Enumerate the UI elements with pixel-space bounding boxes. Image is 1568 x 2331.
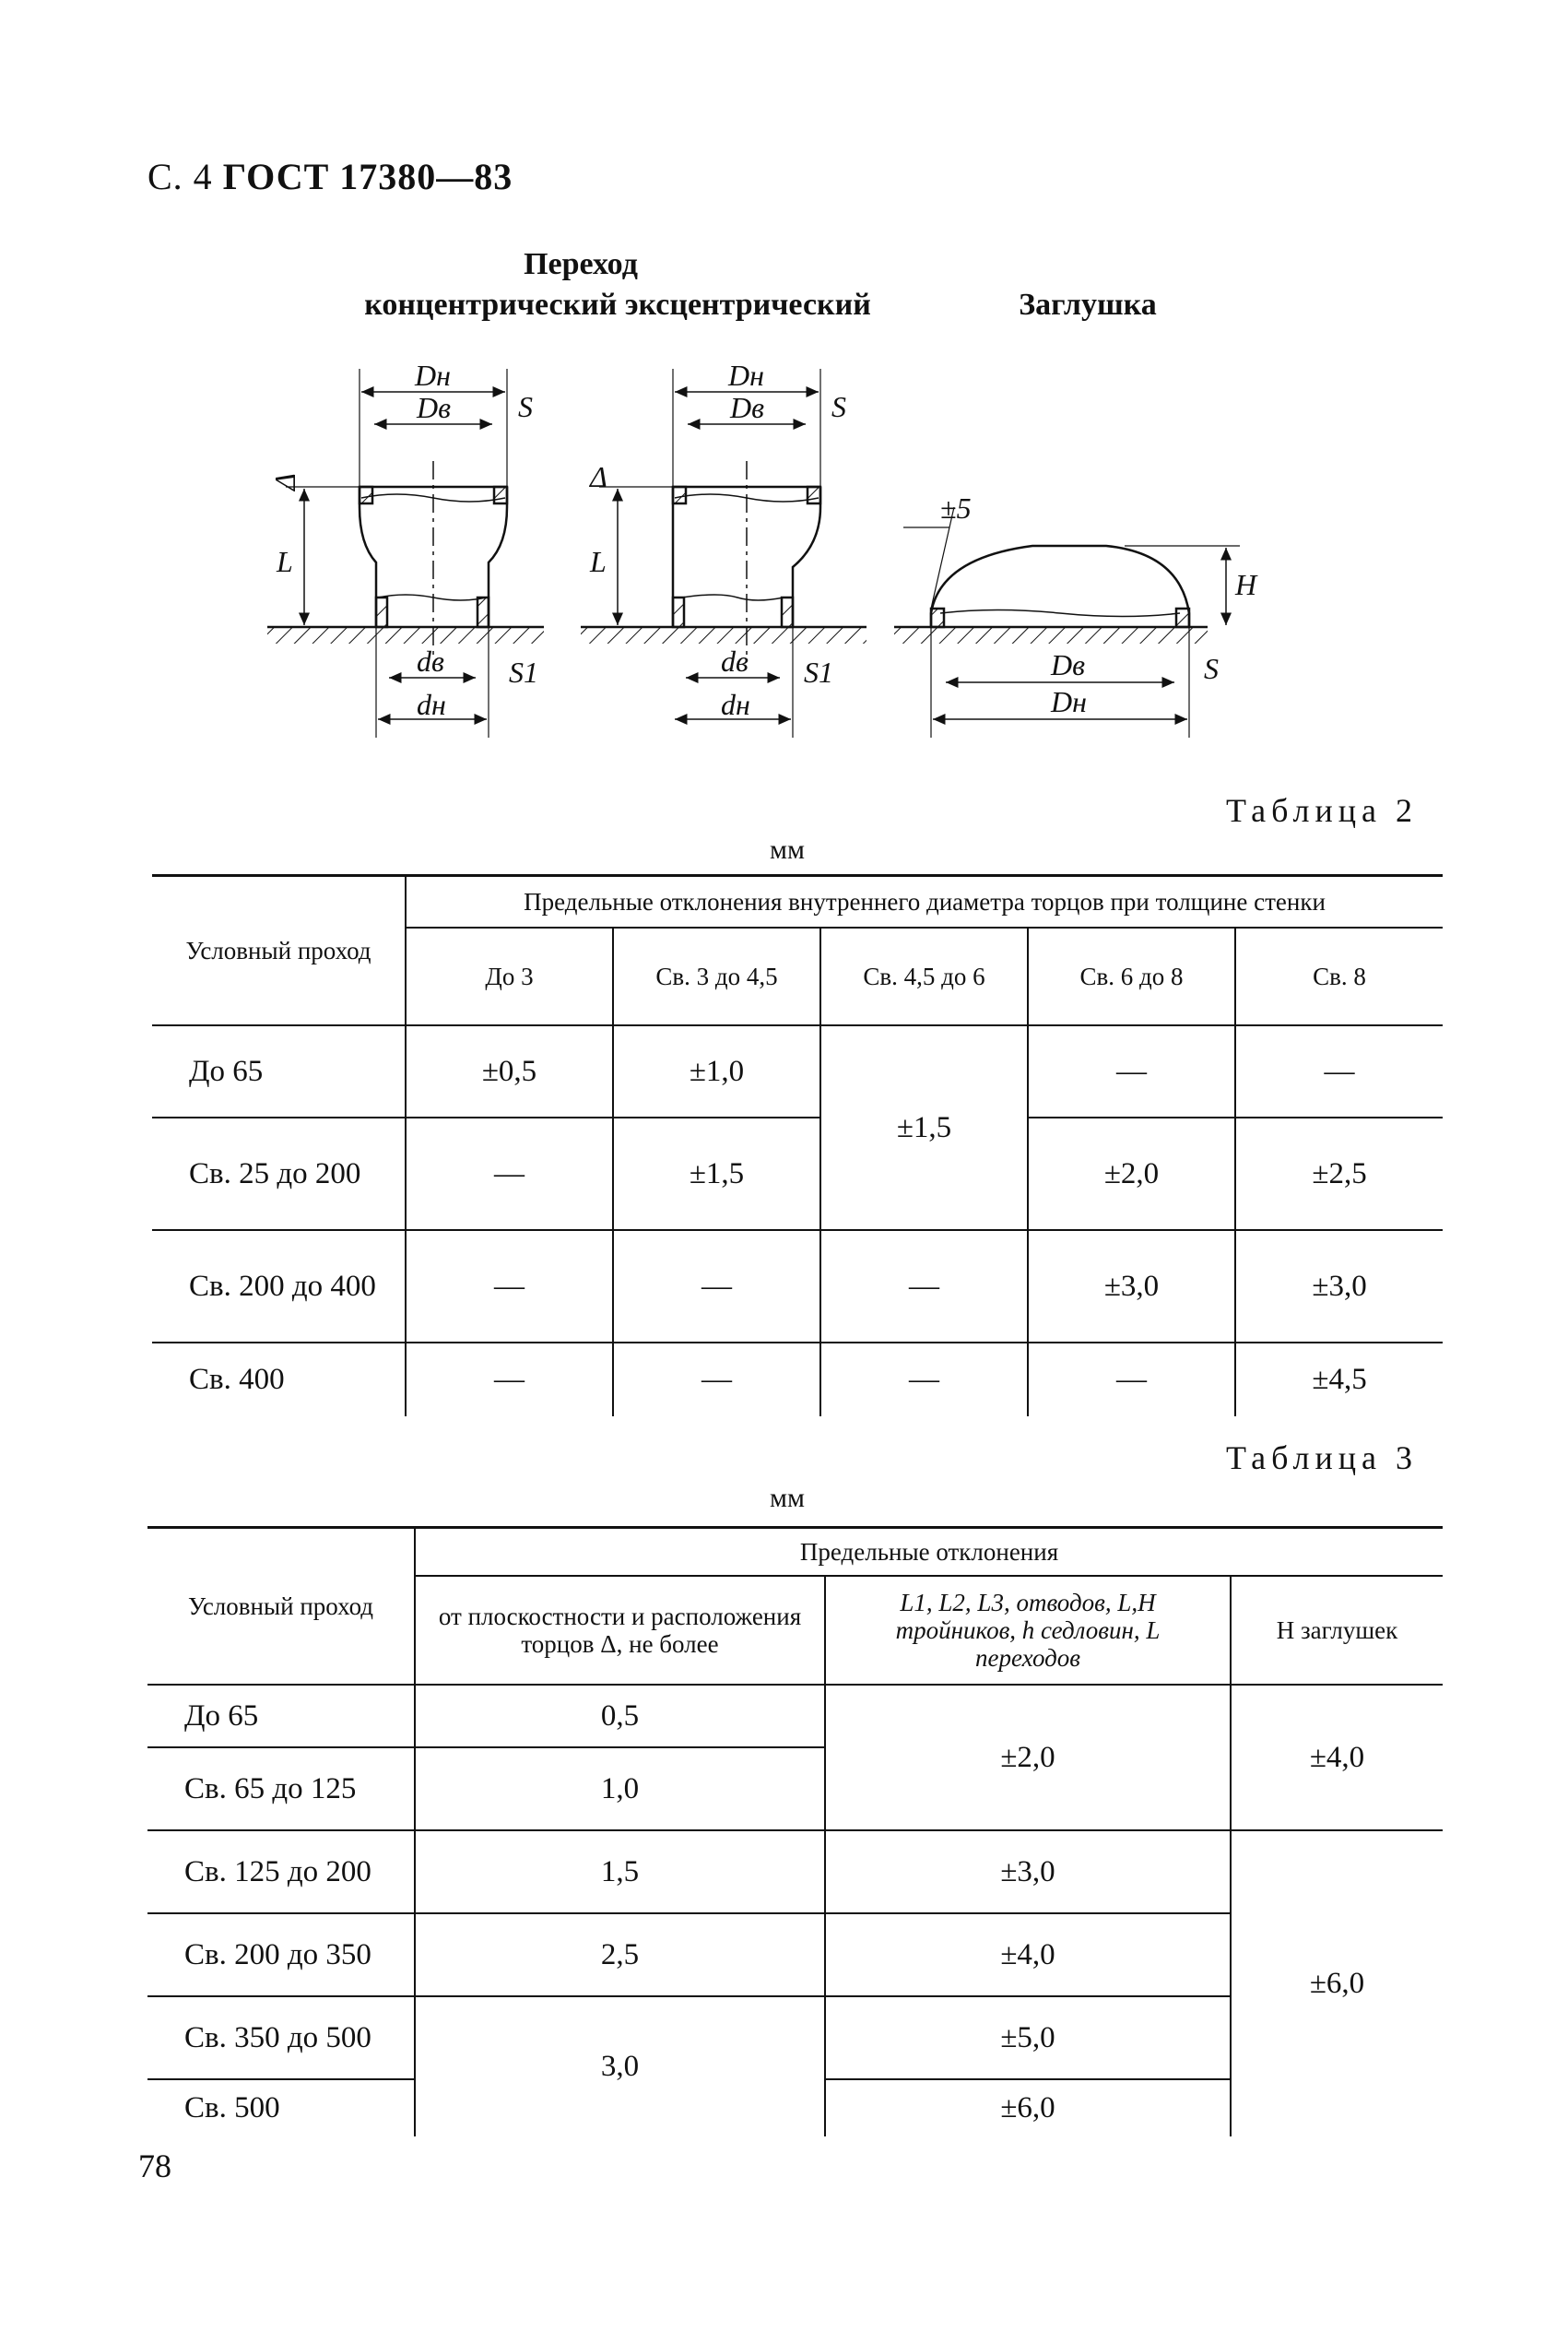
dim-Dv-3: Dв — [1051, 648, 1085, 681]
table2-row2-c5: ±2,5 — [1235, 1118, 1443, 1230]
table2-row3-c5: ±3,0 — [1235, 1230, 1443, 1343]
table2-head-group: Предельные отклонения внутреннего диаметра торцов при толщине стенки — [406, 876, 1443, 928]
table2 — [152, 874, 1443, 1416]
table2-row4-c1: — — [406, 1343, 613, 1416]
dim-Dv-2: Dв — [730, 391, 764, 424]
table2-row2-c1: — — [406, 1118, 613, 1230]
dim-delta-1: Δ — [268, 473, 301, 491]
table3-row2-pass: Св. 65 до 125 — [147, 1747, 415, 1830]
caption-plug: Заглушка — [1019, 288, 1157, 322]
dim-Dv-1: Dв — [417, 391, 451, 424]
table2-row4-c3: — — [820, 1343, 1028, 1416]
table2-row4-c5: ±4,5 — [1312, 1363, 1367, 1396]
dim-S-2: S — [831, 390, 846, 423]
table2-unit: мм — [770, 834, 805, 865]
table2-head-col5: Св. 8 — [1235, 928, 1443, 1025]
dim-L-2: L — [590, 545, 607, 578]
dim-dv-1: dв — [417, 645, 444, 678]
table3-row3-pass: Св. 125 до 200 — [147, 1830, 415, 1913]
table2-head-col1: До 3 — [406, 928, 613, 1025]
table3-row4-a: 2,5 — [415, 1913, 825, 1996]
dim-H: H — [1235, 568, 1257, 601]
table3-row3-a: 1,5 — [415, 1830, 825, 1913]
table3-row4-b: ±4,0 — [825, 1913, 1231, 1996]
table3-head-pass: Условный проход — [147, 1528, 415, 1685]
table3-unit: мм — [770, 1483, 805, 1513]
dim-dn-2: dн — [721, 688, 750, 721]
table2-row4-c2: — — [613, 1343, 820, 1416]
table2-row3-pass: Св. 200 до 400 — [152, 1230, 406, 1343]
table2-row2-c2: ±1,5 — [613, 1118, 820, 1230]
dim-dv-2: dв — [721, 645, 749, 678]
page-header — [147, 155, 513, 198]
table3-row1-a: 0,5 — [415, 1685, 825, 1747]
table3 — [147, 1526, 1443, 2136]
table2-caption: Таблица 2 — [1226, 792, 1418, 829]
dim-S1-1: S1 — [509, 656, 538, 689]
table2-row4-c4: — — [1028, 1343, 1235, 1416]
dim-L-1: L — [277, 545, 293, 578]
dim-S-1: S — [518, 390, 533, 423]
table3-head-lengths: L1, L2, L3, отводов, L,H тройников, h седловин, L переходов — [825, 1576, 1231, 1685]
dim-S-3: S — [1204, 652, 1219, 685]
table3-row3-b: ±3,0 — [825, 1830, 1231, 1913]
caption-concentric-eccentric: концентрический эксцентрический — [364, 288, 871, 322]
table3-row4-pass: Св. 200 до 350 — [147, 1913, 415, 1996]
dim-delta-2: Δ — [590, 460, 607, 493]
table2-head-col4: Св. 6 до 8 — [1028, 928, 1235, 1025]
table3-head-flatness: от плоскостности и расположения торцов Δ, не более — [415, 1576, 825, 1685]
table3-a-merged-5: 3,0 — [415, 1996, 825, 2136]
dim-dn-1: dн — [417, 688, 446, 721]
table3-row6-pass: Св. 500 — [147, 2079, 415, 2136]
dim-Dn-3: Dн — [1051, 685, 1087, 718]
table2-merged-c3: ±1,5 — [820, 1025, 1028, 1230]
table3-caption: Таблица 3 — [1226, 1439, 1418, 1476]
table2-row3-c1: — — [406, 1230, 613, 1343]
table2-head-col2: Св. 3 до 4,5 — [613, 928, 820, 1025]
standard-number: ГОСТ 17380—83 — [222, 156, 513, 197]
table2-head-pass: Условный проход — [152, 876, 406, 1025]
table3-row2-a: 1,0 — [415, 1747, 825, 1830]
table2-row2-c4: ±2,0 — [1028, 1118, 1235, 1230]
table2-row1-c5: — — [1235, 1025, 1443, 1118]
table3-row1-pass: До 65 — [147, 1685, 415, 1747]
table2-row3-c3: — — [820, 1230, 1028, 1343]
table2-row1-pass: До 65 — [152, 1025, 406, 1118]
table2-row2-pass: Св. 25 до 200 — [152, 1118, 406, 1230]
table2-row1-c4: — — [1028, 1025, 1235, 1118]
table2-row1-c2: ±1,0 — [613, 1025, 820, 1118]
dim-pm5: ±5 — [940, 491, 972, 525]
dim-Dn-2: Dн — [728, 359, 764, 392]
technical-drawings — [268, 350, 1272, 756]
table3-c-merged-2: ±6,0 — [1309, 1967, 1365, 2000]
table3-b-merged-1: ±2,0 — [825, 1685, 1231, 1830]
table2-head-col3: Св. 4,5 до 6 — [820, 928, 1028, 1025]
table3-row5-pass: Св. 350 до 500 — [147, 1996, 415, 2079]
table2-row1-c1: ±0,5 — [406, 1025, 613, 1118]
table3-row6-b: ±6,0 — [825, 2079, 1231, 2136]
table3-c-merged-1: ±4,0 — [1231, 1685, 1443, 1830]
page-number: 78 — [138, 2148, 171, 2184]
dim-S1-2: S1 — [804, 656, 833, 689]
table2-row3-c4: ±3,0 — [1028, 1230, 1235, 1343]
table2-row3-c2: — — [613, 1230, 820, 1343]
table3-row5-b: ±5,0 — [825, 1996, 1231, 2079]
dim-Dn-1: Dн — [415, 359, 451, 392]
page-ref: С. 4 — [147, 156, 213, 197]
table2-row4-pass: Св. 400 — [152, 1343, 406, 1416]
table3-head-group: Предельные отклонения — [415, 1528, 1443, 1576]
table3-head-plug-h: H заглушек — [1231, 1576, 1443, 1685]
concentric-reducer-drawing — [267, 369, 544, 738]
caption-transition: Переход — [524, 247, 638, 281]
